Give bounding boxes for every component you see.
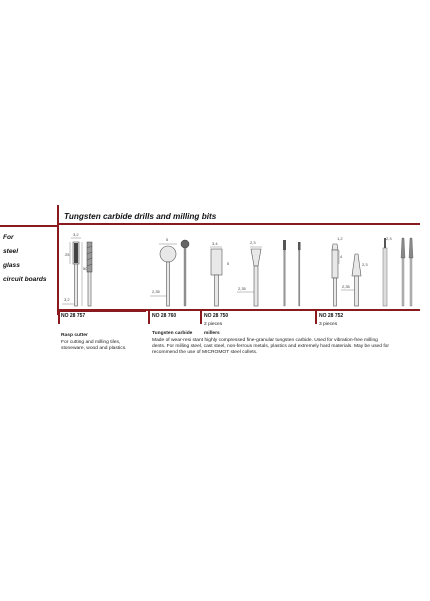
ball-bit-drawing — [150, 237, 189, 306]
dim-label: 4 — [340, 254, 343, 259]
dim-label: 5 — [227, 261, 230, 266]
millers-name-1: Tungsten carbide — [152, 331, 193, 336]
dim-label: 2,35 — [238, 286, 246, 291]
sidebar-line-glass: glass — [3, 262, 20, 269]
product-number-3: NO 28 750 — [204, 313, 229, 319]
rasp-cutter-drawing — [62, 232, 92, 306]
dim-label: 3,2 — [73, 232, 79, 237]
dim-label: 3,4 — [212, 241, 218, 246]
sidebar-line-circuit-boards: circuit boards — [3, 276, 47, 283]
rasp-cutter-description: For cutting and milling tiles, stoneware, wood and plastics. — [61, 340, 127, 352]
title-underline — [57, 223, 420, 225]
millers-name-2: millers — [204, 331, 220, 336]
pno-bar-4 — [315, 310, 317, 324]
section-title: Tungsten carbide drills and milling bits — [64, 212, 217, 221]
sidebar-top-rule — [0, 225, 59, 227]
pno-bar-1 — [58, 310, 60, 324]
dim-label: 50 — [83, 266, 88, 271]
description-line-2: dents. For milling steel, cast steel, non-ferrous metals, plastics and extremely hard materials. May be used for — [152, 344, 390, 349]
millers-drawing — [210, 240, 301, 306]
dim-label: 2,35 — [152, 289, 160, 294]
dim-label: 2,35 — [342, 284, 350, 289]
pointed-millers-drawing — [332, 236, 413, 306]
pno-marker-1 — [58, 310, 146, 312]
sidebar-line-for: For — [3, 234, 14, 241]
dim-label: 2,3 — [250, 240, 256, 245]
sidebar-line-steel: steel — [3, 248, 19, 255]
product-number-2: NO 28 760 — [152, 313, 177, 319]
frame-left-bar — [57, 205, 59, 225]
pieces-label-1: 2 pieces — [204, 322, 223, 327]
product-number-1: NO 28 757 — [61, 313, 86, 319]
rasp-cutter-name: Rasp cutter — [61, 333, 88, 338]
dim-label: 3,2 — [64, 297, 70, 302]
pno-bar-2 — [148, 310, 150, 324]
dim-label: 5 — [166, 237, 169, 242]
dim-label: 2,3 — [362, 262, 368, 267]
pieces-label-2: 3 pieces — [319, 322, 338, 327]
dim-label: 25 — [65, 252, 70, 257]
dim-label: 2,3 — [386, 236, 392, 241]
pno-bar-3 — [200, 310, 202, 324]
dim-label: 1,2 — [337, 236, 343, 241]
description-line-1: Made of wear-resi stant highly compressed fine-granular tungsten carbide. Used for vibration-free milling — [152, 338, 378, 343]
tool-drawings — [0, 228, 430, 310]
description-line-3: recommend the use of MICROMOT steel collets. — [152, 350, 258, 355]
product-number-4: NO 28 752 — [319, 313, 344, 319]
